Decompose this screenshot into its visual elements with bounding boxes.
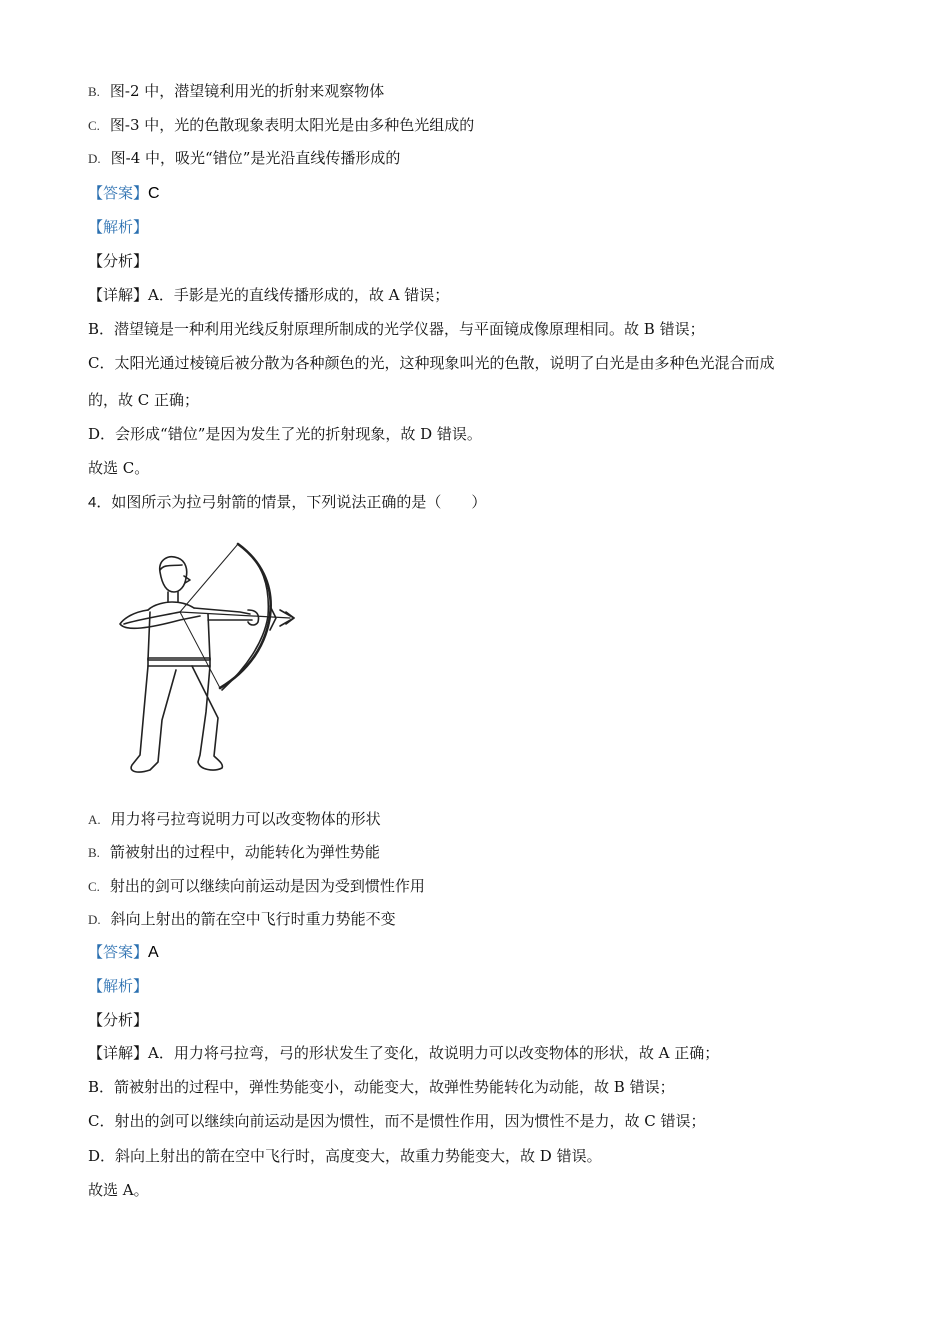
q3-detail-d: D．会形成“错位”是因为发生了光的折射现象，故 D 错误。 [88, 425, 482, 443]
q4-option-d: D. 斜向上射出的箭在空中飞行时重力势能不变 [88, 910, 396, 928]
archer-figure [110, 540, 310, 785]
q4-detail-a: 【详解】A．用力将弓拉弯，弓的形状发生了变化，故说明力可以改变物体的形状，故 A 正确； [88, 1044, 720, 1062]
q4-option-b: B. 箭被射出的过程中，动能转化为弹性势能 [88, 843, 380, 861]
q3-analysis-label: 【解析】 [88, 218, 149, 236]
q3-fenxi: 【分析】 [88, 252, 149, 270]
q3-detail-b: B．潜望镜是一种利用光线反射原理所制成的光学仪器，与平面镜成像原理相同。故 B 错误； [88, 320, 705, 338]
q4-option-a: A. 用力将弓拉弯说明力可以改变物体的形状 [88, 810, 381, 828]
q4-stem: 4．如图所示为拉弓射箭的情景，下列说法正确的是（ ） [88, 493, 487, 511]
q3-option-c: C. 图-3 中，光的色散现象表明太阳光是由多种色光组成的 [88, 116, 475, 134]
q4-analysis-label: 【解析】 [88, 977, 149, 995]
archer-drawing [110, 540, 310, 785]
q3-option-d: D. 图-4 中，吸光“错位”是光沿直线传播形成的 [88, 149, 401, 167]
question-number: 4 [88, 494, 97, 511]
q3-option-b: B. 图-2 中，潜望镜利用光的折射来观察物体 [88, 82, 385, 100]
q3-detail-a: 【详解】A．手影是光的直线传播形成的，故 A 错误； [88, 286, 450, 304]
answer-value: C [148, 185, 160, 202]
q3-conclusion: 故选 C。 [88, 459, 150, 477]
q3-detail-c: C．太阳光通过棱镜后被分散为各种颜色的光，这种现象叫光的色散，说明了白光是由多种色光混合而成 [88, 354, 775, 372]
q4-conclusion: 故选 A。 [88, 1181, 149, 1199]
q4-detail-d: D．斜向上射出的箭在空中飞行时，高度变大，故重力势能变大，故 D 错误。 [88, 1147, 602, 1165]
q4-detail-c: C．射出的剑可以继续向前运动是因为惯性，而不是惯性作用，因为惯性不是力，故 C 错误； [88, 1112, 706, 1130]
q4-option-c: C. 射出的剑可以继续向前运动是因为受到惯性作用 [88, 877, 425, 895]
answer-value: A [148, 944, 159, 961]
answer-label: 【答案】 [88, 943, 149, 961]
q4-detail-b: B．箭被射出的过程中，弹性势能变小，动能变大，故弹性势能转化为动能，故 B 错误； [88, 1078, 675, 1096]
q3-answer [88, 183, 160, 204]
q3-detail-c-cont: 的，故 C 正确； [88, 391, 200, 409]
answer-label: 【答案】 [88, 184, 149, 202]
q4-answer [88, 942, 159, 963]
q4-fenxi: 【分析】 [88, 1011, 149, 1029]
